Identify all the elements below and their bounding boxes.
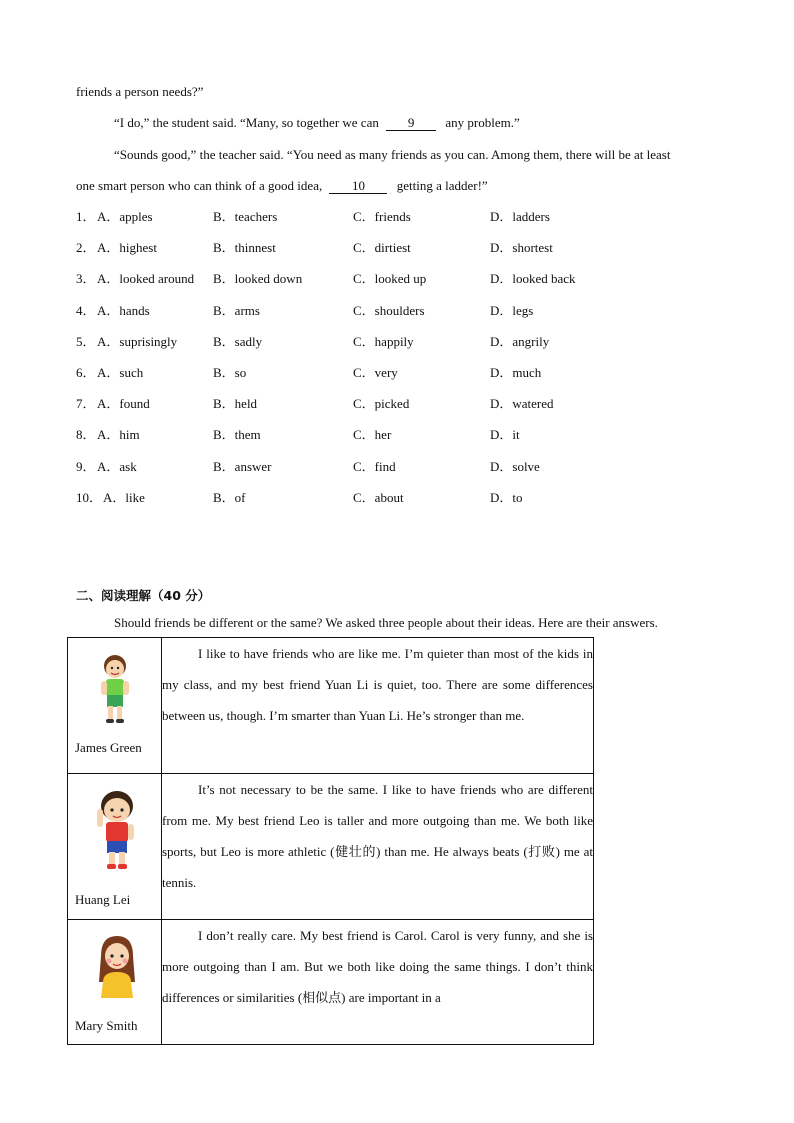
option-c: C．her [353,427,392,443]
passage-line-3: “Sounds good,” the teacher said. “You need as many friends as you can. Among them, there will be at least [114,147,671,162]
section-heading: 二、阅读理解（40 分） [76,588,211,603]
option-b: B．of [213,489,246,505]
person-cell [68,774,162,920]
option-c: C．happily [353,333,414,349]
option-a: A．found [97,396,150,412]
passage-line-4 [76,178,488,194]
option-a: A．looked around [97,271,195,287]
option-d: D．looked back [490,271,576,287]
person-name: Mary Smith [75,1018,138,1033]
answer-body: I like to have friends who are like me. I’m quieter than most of the kids in my class, and my best friend Yuan Li is quiet, too. There are some differences between us, though. I’m smarter than Yuan Li. He’s stronger than me. [162,646,593,723]
passage-line-4-start: one smart person who can think of a good idea, [76,178,323,193]
option-b: B．arms [213,302,260,318]
blank-9: 9 [386,116,436,131]
option-c: C．shoulders [353,302,425,318]
boy-waving-avatar-icon [95,789,139,873]
option-c: C．looked up [353,271,427,287]
answer-text [162,638,594,774]
question-number: 8． [76,427,96,443]
option-a: A．highest [97,240,157,256]
option-a: A．such [97,365,144,380]
option-b: B．them [213,427,261,443]
option-d: D．shortest [490,240,553,256]
question-number: 5． [76,333,96,349]
option-c: C．dirtiest [353,240,411,256]
option-c: C．very [353,365,398,380]
option-a: A．like [103,489,145,505]
person-name: Huang Lei [75,892,131,907]
option-d: D．angrily [490,333,550,349]
table-row [68,920,594,1045]
question-number: 2． [76,240,96,256]
option-b: B．so [213,365,247,380]
answer-body: It’s not necessary to be the same. I like to have friends who are different from me. My best friend Leo is taller and more outgoing than me. We both like sports, but Leo is more athletic (健壮的) than me. He always beats (打败) me at tennis. [162,782,593,890]
question-number: 9． [76,458,96,474]
reading-table [67,637,594,1045]
option-b: B．teachers [213,209,278,224]
option-d: D．to [490,489,523,505]
boy-avatar-icon [98,653,132,727]
option-d: D．watered [490,396,554,412]
passage-line-2-end: any problem.” [445,115,520,130]
answer-text [162,774,594,920]
option-c: C．about [353,489,404,505]
question-number: 10． [76,489,103,505]
option-a: A．him [97,427,140,443]
option-b: B．looked down [213,271,303,287]
question-number: 3． [76,271,96,287]
person-cell [68,920,162,1045]
table-row [68,638,594,774]
option-a: A．apples [97,209,153,224]
blank-10: 10 [329,179,387,194]
passage-line-2 [114,115,520,131]
passage-line-1: friends a person needs?” [76,84,204,99]
passage-line-4-end: getting a ladder!” [396,178,488,193]
option-d: D．much [490,365,542,380]
question-number: 6． [76,365,96,380]
option-c: C．friends [353,209,411,224]
option-c: C．find [353,458,396,474]
option-d: D．it [490,427,520,443]
option-b: B．held [213,396,258,412]
passage-line-2-start: “I do,” the student said. “Many, so together we can [114,115,379,130]
option-d: D．ladders [490,209,550,224]
question-number: 4． [76,302,96,318]
option-a: A．hands [97,302,150,318]
person-cell [68,638,162,774]
option-d: D．legs [490,302,534,318]
option-c: C．picked [353,396,410,412]
answer-text [162,920,594,1045]
option-a: A．suprisingly [97,333,178,349]
person-name: James Green [75,740,142,755]
question-number: 1． [76,209,96,224]
option-b: B．sadly [213,333,263,349]
option-a: A．ask [97,458,137,474]
option-b: B．answer [213,458,272,474]
question-number: 7． [76,396,96,412]
table-row [68,774,594,920]
option-b: B．thinnest [213,240,276,256]
option-d: D．solve [490,458,540,474]
girl-avatar-icon [95,934,139,1000]
answer-body: I don’t really care. My best friend is Carol. Carol is very funny, and she is more outgoing than I am. But we both like doing the same things. I don’t think differences or similarities (相似点) are important in a [162,928,593,1005]
section-intro: Should friends be different or the same? We asked three people about their ideas. Here are their answers. [114,615,658,630]
